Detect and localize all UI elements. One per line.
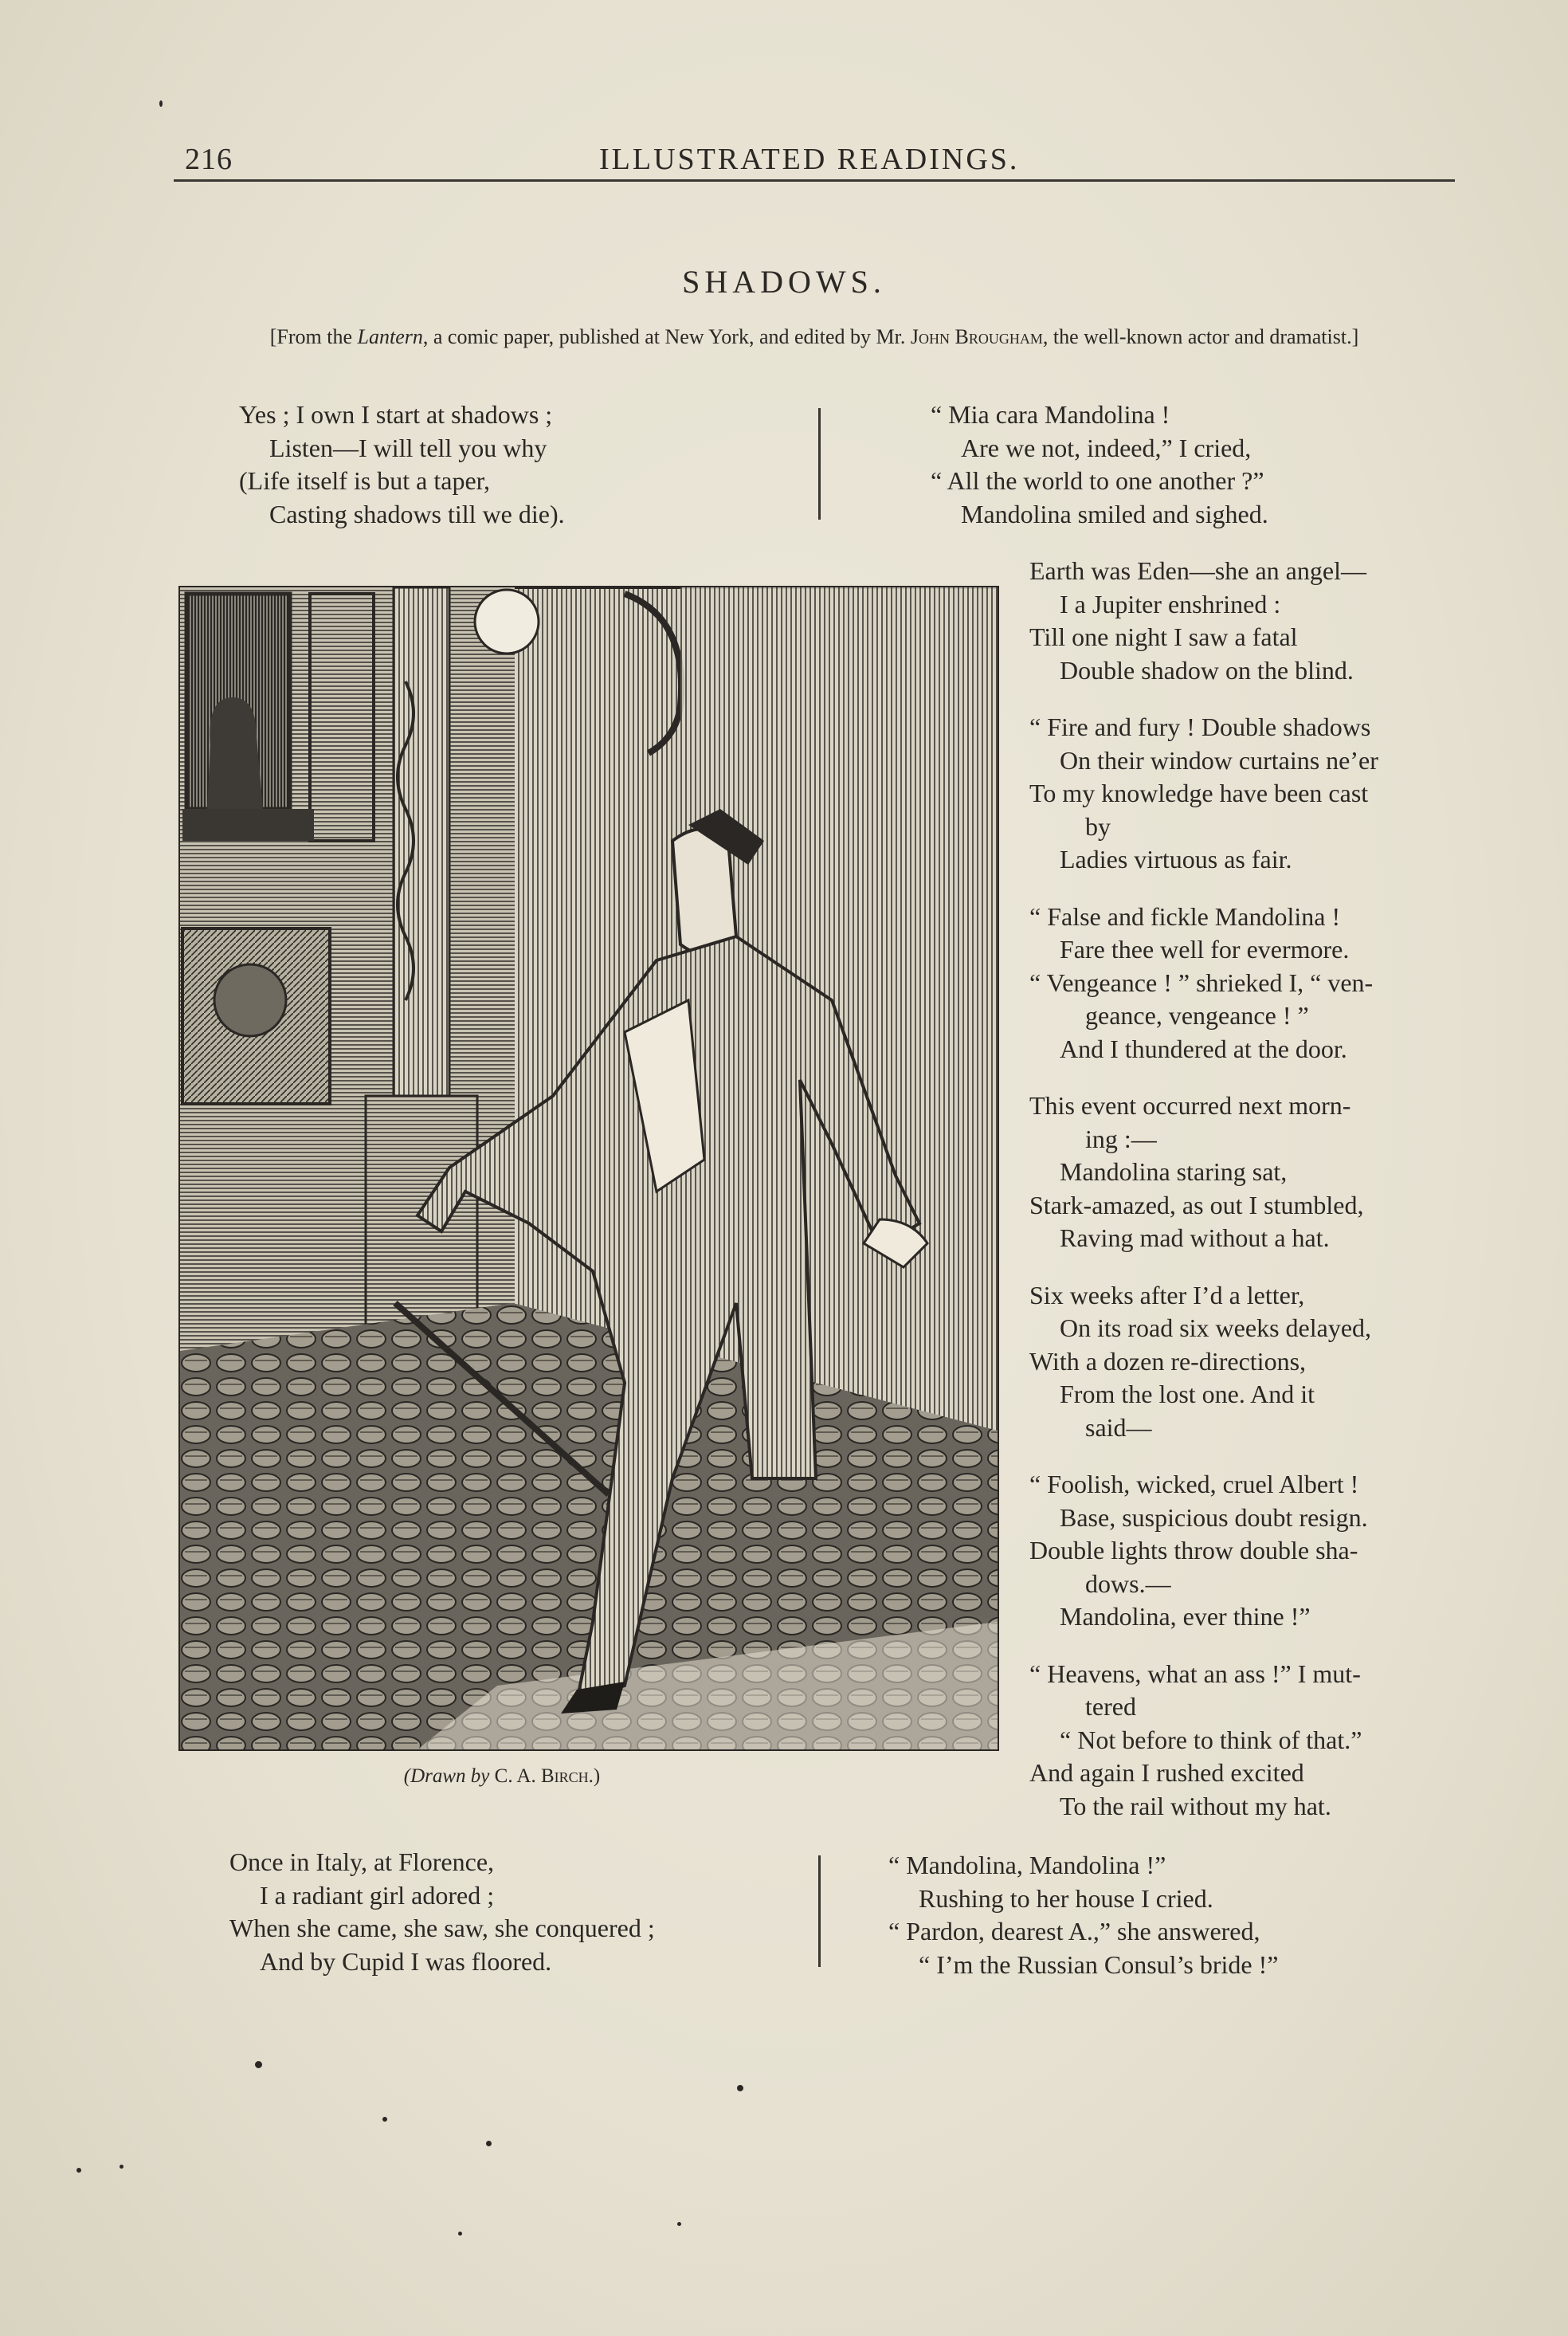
right-column-verses (1029, 555, 1378, 1847)
illustrator-name: C. A. Birch (494, 1765, 589, 1787)
column-rule-bottom (818, 1855, 821, 1967)
page-header (185, 142, 1460, 182)
source-editor: John Brougham (910, 325, 1043, 348)
column-rule-top (818, 408, 821, 520)
stanza-1: Yes ; I own I start at shadows ; Listen—I will tell you why (Life itself is but a taper, Casting shadows till we die). (239, 400, 565, 528)
illustration-caption: (Drawn by C. A. Birch.) (403, 1765, 601, 1787)
window-sill (182, 809, 314, 841)
page-number: 216 (185, 143, 233, 176)
stanza-2: “ Mia cara Mandolina ! Are we not, indeed,” I cried, “ All the world to one another ?” Mandolina smiled and sighed. (931, 400, 1268, 528)
source-paper: Lantern (357, 325, 423, 348)
poem-title: SHADOWS. (682, 264, 886, 300)
window-shutter (310, 594, 374, 841)
stanza-7: Six weeks after I’d a letter, On its road six weeks delayed, With a dozen re-directions, From the lost one. And it said— (1029, 1280, 1372, 1442)
stanza-6: This event occurred next morn- ing :— Mandolina staring sat, Stark-amazed, as out I stumbled, Raving mad without a hat. (1029, 1091, 1364, 1252)
header-rule (174, 179, 1455, 182)
running-title: ILLUSTRATED READINGS. (599, 143, 1020, 176)
street-lamp (475, 590, 539, 654)
source-note: [From the Lantern, a comic paper, published at New York, and edited by Mr. John Brougham, the well-known actor and dramatist.] (269, 325, 1359, 348)
engraving-illustration (178, 586, 999, 1751)
stanza-10: Once in Italy, at Florence, I a radiant girl adored ; When she came, she saw, she conquered ; And by Cupid I was floored. (229, 1847, 655, 1976)
stanza-9: “ Heavens, what an ass !” I mut- tered “ Not before to think of that.” And again I rushed excited To the rail without my hat. (1029, 1659, 1362, 1820)
stanza-3: Earth was Eden—she an angel— I a Jupiter enshrined : Till one night I saw a fatal Double shadow on the blind. (1029, 556, 1366, 685)
stanza-4: “ Fire and fury ! Double shadows On their window curtains ne’er To my knowledge have been cast by Ladies virtuous as fair. (1029, 713, 1378, 874)
stanza-5: “ False and fickle Mandolina ! Fare thee well for evermore. “ Vengeance ! ” shrieked I, “ ven- geance, vengeance ! ” And I thundered at the door. (1029, 901, 1374, 1063)
stanza-11: “ Mandolina, Mandolina !” Rushing to her house I cried. “ Pardon, dearest A.,” she answered, “ I’m the Russian Consul’s bride !” (888, 1851, 1279, 1979)
stanza-8: “ Foolish, wicked, cruel Albert ! Base, suspicious doubt resign. Double lights throw double sha- dows.— Mandolina, ever thine !” (1029, 1470, 1368, 1631)
